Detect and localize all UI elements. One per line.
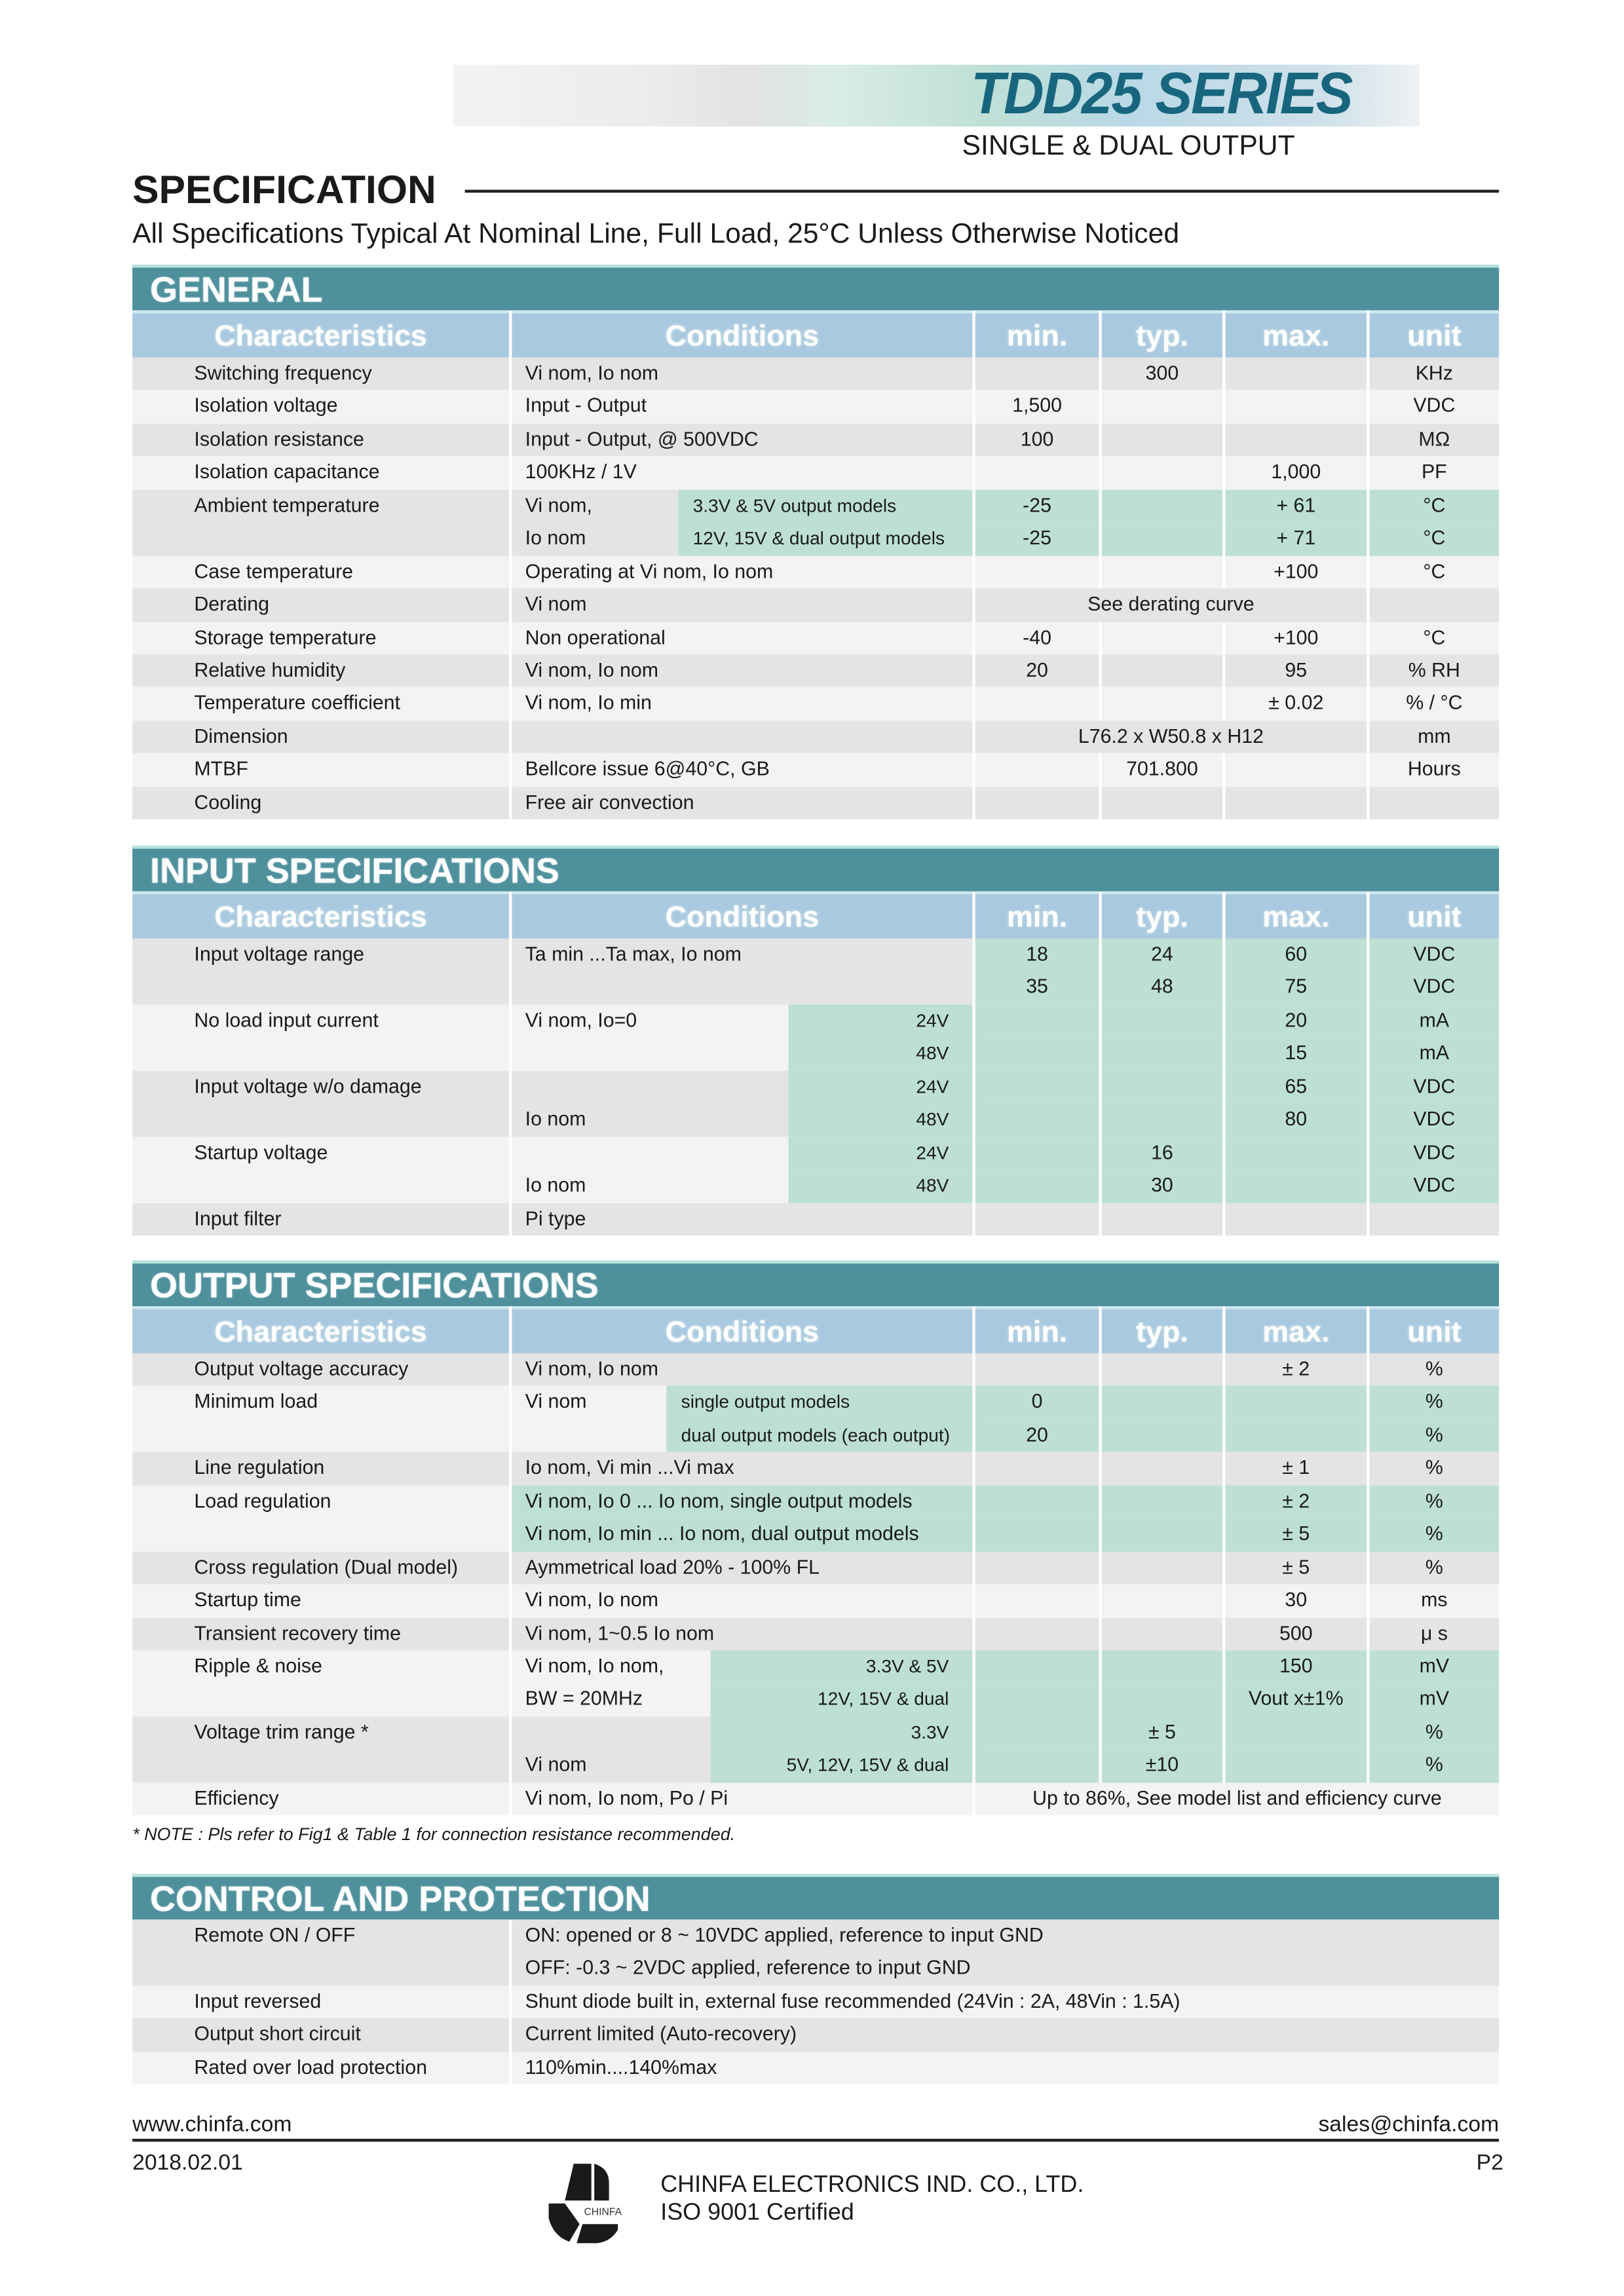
max-cell: 500: [1226, 1617, 1367, 1650]
typ-cell: [1102, 1452, 1222, 1485]
condition-cell: Io nom, Vi min ...Vi max: [512, 1452, 972, 1485]
svg-text:CHINFA: CHINFA: [584, 2206, 622, 2218]
column-header-unit: unit: [1370, 892, 1500, 941]
min-cell: 20: [975, 1420, 1099, 1452]
condition-cell: Vi nom, Io nom, BW = 20MHz: [512, 1650, 972, 1716]
min-cell: [975, 1716, 1099, 1749]
characteristic-cell: Output voltage accuracy: [132, 1353, 509, 1386]
typ-cell: [1102, 555, 1222, 588]
unit-cell: Hours: [1370, 753, 1500, 786]
column-header-typ: typ.: [1102, 1306, 1222, 1356]
characteristic-cell: Voltage trim range *: [132, 1716, 509, 1782]
table-header-row: [132, 892, 1499, 939]
min-cell: [975, 1650, 1099, 1683]
unit-cell: mV: [1370, 1650, 1500, 1683]
characteristic-cell: Transient recovery time: [132, 1617, 509, 1650]
value-note-cell: Up to 86%, See model list and efficiency curve: [975, 1782, 1499, 1815]
sub-condition-cell: 48V: [789, 1104, 973, 1137]
max-cell: ± 1: [1226, 1452, 1367, 1485]
min-cell: -40: [975, 622, 1099, 654]
characteristic-cell: Relative humidity: [132, 654, 509, 687]
condition-cell: Vi nom, Io nom: [512, 489, 972, 555]
unit-cell: % / °C: [1370, 687, 1500, 720]
condition-cell: Pi type: [512, 1203, 972, 1235]
max-cell: 20: [1226, 1004, 1367, 1037]
footer-divider: [132, 2139, 1499, 2141]
min-cell: -25: [975, 523, 1099, 555]
condition-cell: Vi nom, 1~0.5 Io nom: [512, 1617, 972, 1650]
max-cell: [1226, 1420, 1367, 1452]
min-cell: [975, 358, 1099, 390]
unit-cell: mm: [1370, 721, 1500, 753]
min-cell: 1,500: [975, 390, 1099, 423]
min-cell: [975, 1551, 1099, 1584]
characteristic-cell: Startup voltage: [132, 1137, 509, 1203]
max-cell: 65: [1226, 1070, 1367, 1103]
typ-cell: [1102, 622, 1222, 654]
condition-cell: Vi nom, Io nom: [512, 1585, 972, 1617]
condition-cell: Vi nom, Io nom: [512, 654, 972, 687]
series-subtitle: SINGLE & DUAL OUTPUT: [962, 130, 1295, 162]
min-cell: [975, 1070, 1099, 1103]
unit-cell: %: [1370, 1386, 1500, 1419]
characteristic-cell: Minimum load: [132, 1386, 509, 1452]
max-cell: [1226, 1749, 1367, 1782]
column-header-conditions: Conditions: [512, 311, 972, 360]
condition-cell: Vi nom, Io min ... Io nom, dual output models: [512, 1518, 972, 1551]
characteristic-cell: Line regulation: [132, 1452, 509, 1485]
typ-cell: 16: [1102, 1137, 1222, 1169]
min-cell: [975, 1137, 1099, 1169]
typ-cell: [1102, 423, 1222, 456]
min-cell: [975, 753, 1099, 786]
characteristic-cell: Load regulation: [132, 1485, 509, 1551]
min-cell: [975, 1485, 1099, 1518]
column-header-characteristics: Characteristics: [132, 1306, 509, 1356]
characteristic-cell: Cross regulation (Dual model): [132, 1551, 509, 1584]
characteristic-cell: Ripple & noise: [132, 1650, 509, 1716]
typ-cell: [1102, 1551, 1222, 1584]
unit-cell: μ s: [1370, 1617, 1500, 1650]
max-cell: [1226, 1169, 1367, 1202]
min-cell: [975, 457, 1099, 489]
description-cell: 110%min....140%max: [512, 2052, 1499, 2084]
characteristic-cell: Ambient temperature: [132, 489, 509, 555]
section-control: [132, 1874, 1499, 2085]
spec-table: [132, 939, 1499, 1235]
sub-condition-cell: 3.3V & 5V: [711, 1650, 973, 1683]
min-cell: [975, 1585, 1099, 1617]
typ-cell: 701.800: [1102, 753, 1222, 786]
typ-cell: 48: [1102, 971, 1222, 1004]
unit-cell: [1370, 787, 1500, 819]
characteristic-cell: Output short circuit: [132, 2019, 509, 2052]
condition-cell: Io nom: [512, 1070, 972, 1137]
unit-cell: mV: [1370, 1684, 1500, 1716]
typ-cell: [1102, 1684, 1222, 1716]
typ-cell: [1102, 1004, 1222, 1037]
column-header-conditions: Conditions: [512, 1306, 972, 1356]
min-cell: [975, 1038, 1099, 1070]
typ-cell: 30: [1102, 1169, 1222, 1202]
typ-cell: [1102, 1353, 1222, 1386]
min-cell: [975, 1684, 1099, 1716]
min-cell: [975, 1004, 1099, 1037]
condition-cell: Input - Output, @ 500VDC: [512, 423, 972, 456]
condition-cell: Vi nom: [512, 1386, 972, 1452]
sub-condition-cell: 48V: [789, 1169, 973, 1202]
unit-cell: %: [1370, 1420, 1500, 1452]
company-name: CHINFA ELECTRONICS IND. CO., LTD.: [660, 2172, 1084, 2198]
typ-cell: [1102, 390, 1222, 423]
max-cell: ± 2: [1226, 1485, 1367, 1518]
characteristic-cell: Input reversed: [132, 1985, 509, 2018]
characteristic-cell: Isolation voltage: [132, 390, 509, 423]
characteristic-cell: MTBF: [132, 753, 509, 786]
characteristic-cell: Rated over load protection: [132, 2052, 509, 2084]
series-title: TDD25 SERIES: [971, 62, 1352, 127]
characteristic-cell: Isolation resistance: [132, 423, 509, 456]
unit-cell: KHz: [1370, 358, 1500, 390]
typ-cell: 24: [1102, 939, 1222, 971]
unit-cell: ms: [1370, 1585, 1500, 1617]
typ-cell: [1102, 1650, 1222, 1683]
typ-cell: ±10: [1102, 1749, 1222, 1782]
footnote: * NOTE : Pls refer to Fig1 & Table 1 for connection resistance recommended.: [132, 1824, 736, 1845]
description-cell: Shunt diode built in, external fuse recommended (24Vin : 2A, 48Vin : 1.5A): [512, 1985, 1499, 2018]
characteristic-cell: Dimension: [132, 721, 509, 753]
min-cell: 0: [975, 1386, 1099, 1419]
unit-cell: PF: [1370, 457, 1500, 489]
column-header-max: max.: [1226, 892, 1367, 941]
condition-cell: Vi nom, Io nom: [512, 358, 972, 390]
unit-cell: VDC: [1370, 971, 1500, 1004]
max-cell: 75: [1226, 971, 1367, 1004]
typ-cell: [1102, 523, 1222, 555]
unit-cell: %: [1370, 1353, 1500, 1386]
max-cell: 30: [1226, 1585, 1367, 1617]
condition-cell: Vi nom, Io nom: [512, 1353, 972, 1386]
page-number: P2: [1476, 2150, 1503, 2176]
title-divider: [465, 190, 1500, 193]
unit-cell: [1370, 1203, 1500, 1235]
min-cell: [975, 787, 1099, 819]
condition-cell: Vi nom, Io=0: [512, 1004, 972, 1070]
table-header-row: [132, 311, 1499, 358]
condition-cell: Vi nom: [512, 1716, 972, 1782]
section-title: CONTROL AND PROTECTION: [132, 1874, 1499, 1920]
min-cell: [975, 687, 1099, 720]
min-cell: [975, 1169, 1099, 1202]
section-title: OUTPUT SPECIFICATIONS: [132, 1260, 1499, 1306]
characteristic-cell: Storage temperature: [132, 622, 509, 654]
description-cell: ON: opened or 8 ~ 10VDC applied, reference to input GND: [512, 1919, 1499, 1952]
min-cell: [975, 1518, 1099, 1551]
condition-cell: 100KHz / 1V: [512, 457, 972, 489]
unit-cell: %: [1370, 1518, 1500, 1551]
website-link[interactable]: www.chinfa.com: [132, 2112, 292, 2137]
sub-condition-cell: 3.3V: [711, 1716, 973, 1749]
unit-cell: %: [1370, 1485, 1500, 1518]
unit-cell: °C: [1370, 489, 1500, 522]
value-range-cell: See derating curve: [975, 588, 1367, 621]
max-cell: ± 2: [1226, 1353, 1367, 1386]
sub-condition-cell: 12V, 15V & dual output models: [678, 523, 972, 555]
typ-cell: [1102, 1104, 1222, 1137]
min-cell: 18: [975, 939, 1099, 971]
spec-table: [132, 1919, 1499, 2084]
max-cell: 60: [1226, 939, 1367, 971]
unit-cell: %: [1370, 1452, 1500, 1485]
condition-cell: Free air convection: [512, 787, 972, 819]
min-cell: [975, 1617, 1099, 1650]
min-cell: 35: [975, 971, 1099, 1004]
sub-condition-cell: 48V: [789, 1038, 973, 1070]
column-header-max: max.: [1226, 311, 1367, 360]
unit-cell: %: [1370, 1716, 1500, 1749]
max-cell: 15: [1226, 1038, 1367, 1070]
unit-cell: VDC: [1370, 1070, 1500, 1103]
min-cell: [975, 1749, 1099, 1782]
typ-cell: [1102, 1485, 1222, 1518]
condition-cell: Operating at Vi nom, Io nom: [512, 555, 972, 588]
condition-cell: [512, 721, 972, 753]
characteristic-cell: Input voltage range: [132, 939, 509, 1005]
characteristic-cell: Derating: [132, 588, 509, 621]
max-cell: [1226, 1386, 1367, 1419]
min-cell: [975, 1353, 1099, 1386]
sub-condition-cell: 3.3V & 5V output models: [678, 489, 972, 522]
spec-table: [132, 1353, 1499, 1815]
characteristic-cell: Temperature coefficient: [132, 687, 509, 720]
column-header-max: max.: [1226, 1306, 1367, 1356]
sub-condition-cell: 5V, 12V, 15V & dual: [711, 1749, 973, 1782]
max-cell: ± 0.02: [1226, 687, 1367, 720]
condition-cell: Input - Output: [512, 390, 972, 423]
chinfa-logo: [544, 2159, 630, 2244]
characteristic-cell: Switching frequency: [132, 358, 509, 390]
section-general: [132, 265, 1499, 819]
sub-condition-cell: 24V: [789, 1137, 973, 1169]
condition-cell: Vi nom, Io nom, Po / Pi: [512, 1782, 972, 1815]
max-cell: ± 5: [1226, 1518, 1367, 1551]
typ-cell: [1102, 1585, 1222, 1617]
max-cell: [1226, 423, 1367, 456]
characteristic-cell: Case temperature: [132, 555, 509, 588]
typ-cell: [1102, 787, 1222, 819]
column-header-conditions: Conditions: [512, 892, 972, 941]
max-cell: + 71: [1226, 523, 1367, 555]
min-cell: -25: [975, 489, 1099, 522]
unit-cell: VDC: [1370, 1169, 1500, 1202]
table-header-row: [132, 1306, 1499, 1353]
unit-cell: VDC: [1370, 939, 1500, 971]
max-cell: [1226, 390, 1367, 423]
typ-cell: [1102, 1518, 1222, 1551]
description-cell: OFF: -0.3 ~ 2VDC applied, reference to input GND: [512, 1953, 1499, 1985]
column-header-unit: unit: [1370, 311, 1500, 360]
max-cell: 95: [1226, 654, 1367, 687]
typ-cell: [1102, 1420, 1222, 1452]
characteristic-cell: Efficiency: [132, 1782, 509, 1815]
section-output: [132, 1260, 1499, 1815]
unit-cell: mA: [1370, 1038, 1500, 1070]
unit-cell: °C: [1370, 523, 1500, 555]
typ-cell: [1102, 489, 1222, 522]
max-cell: [1226, 787, 1367, 819]
spec-table: [132, 358, 1499, 819]
certification: ISO 9001 Certified: [660, 2200, 854, 2226]
unit-cell: %: [1370, 1749, 1500, 1782]
unit-cell: °C: [1370, 555, 1500, 588]
column-header-characteristics: Characteristics: [132, 892, 509, 941]
sub-condition-cell: 24V: [789, 1004, 973, 1037]
unit-cell: VDC: [1370, 1137, 1500, 1169]
max-cell: 150: [1226, 1650, 1367, 1683]
unit-cell: % RH: [1370, 654, 1500, 687]
page-description: All Specifications Typical At Nominal Line, Full Load, 25°C Unless Otherwise Noticed: [132, 219, 1180, 250]
condition-cell: Ta min ...Ta max, Io nom: [512, 939, 972, 1005]
section-title: INPUT SPECIFICATIONS: [132, 846, 1499, 892]
unit-cell: MΩ: [1370, 423, 1500, 456]
value-range-cell: L76.2 x W50.8 x H12: [975, 721, 1367, 753]
max-cell: Vout x±1%: [1226, 1684, 1367, 1716]
sub-condition-cell: single output models: [666, 1386, 972, 1419]
condition-cell: Vi nom, Io min: [512, 687, 972, 720]
max-cell: 1,000: [1226, 457, 1367, 489]
characteristic-cell: Startup time: [132, 1585, 509, 1617]
column-header-min: min.: [975, 1306, 1099, 1356]
max-cell: [1226, 1137, 1367, 1169]
max-cell: + 61: [1226, 489, 1367, 522]
typ-cell: [1102, 687, 1222, 720]
column-header-min: min.: [975, 311, 1099, 360]
max-cell: [1226, 358, 1367, 390]
max-cell: [1226, 753, 1367, 786]
characteristic-cell: No load input current: [132, 1004, 509, 1070]
min-cell: [975, 1203, 1099, 1235]
condition-cell: Bellcore issue 6@40°C, GB: [512, 753, 972, 786]
characteristic-cell: Isolation capacitance: [132, 457, 509, 489]
condition-cell: Vi nom: [512, 588, 972, 621]
condition-cell: Vi nom, Io 0 ... Io nom, single output models: [512, 1485, 972, 1518]
page-title: SPECIFICATION: [132, 167, 436, 212]
characteristic-cell: Cooling: [132, 787, 509, 819]
column-header-typ: typ.: [1102, 892, 1222, 941]
max-cell: [1226, 1716, 1367, 1749]
max-cell: [1226, 1203, 1367, 1235]
column-header-unit: unit: [1370, 1306, 1500, 1356]
sub-condition-cell: 24V: [789, 1070, 973, 1103]
characteristic-cell: Input filter: [132, 1203, 509, 1235]
min-cell: [975, 1452, 1099, 1485]
typ-cell: [1102, 654, 1222, 687]
condition-cell: Io nom: [512, 1137, 972, 1203]
characteristic-cell: Input voltage w/o damage: [132, 1070, 509, 1137]
column-header-characteristics: Characteristics: [132, 311, 509, 360]
typ-cell: [1102, 1617, 1222, 1650]
condition-cell: Aymmetrical load 20% - 100% FL: [512, 1551, 972, 1584]
unit-cell: %: [1370, 1551, 1500, 1584]
section-input: [132, 846, 1499, 1235]
min-cell: 20: [975, 654, 1099, 687]
unit-cell: °C: [1370, 622, 1500, 654]
section-title: GENERAL: [132, 265, 1499, 311]
min-cell: 100: [975, 423, 1099, 456]
column-header-typ: typ.: [1102, 311, 1222, 360]
sub-condition-cell: dual output models (each output): [666, 1420, 972, 1452]
min-cell: [975, 1104, 1099, 1137]
typ-cell: 300: [1102, 358, 1222, 390]
column-header-min: min.: [975, 892, 1099, 941]
unit-cell: mA: [1370, 1004, 1500, 1037]
characteristic-cell: Remote ON / OFF: [132, 1919, 509, 1985]
typ-cell: [1102, 1203, 1222, 1235]
email-link[interactable]: sales@chinfa.com: [1318, 2112, 1500, 2137]
condition-cell: Non operational: [512, 622, 972, 654]
typ-cell: [1102, 1070, 1222, 1103]
max-cell: +100: [1226, 622, 1367, 654]
max-cell: 80: [1226, 1104, 1367, 1137]
typ-cell: ± 5: [1102, 1716, 1222, 1749]
description-cell: Current limited (Auto-recovery): [512, 2019, 1499, 2052]
unit-cell: VDC: [1370, 390, 1500, 423]
typ-cell: [1102, 457, 1222, 489]
typ-cell: [1102, 1038, 1222, 1070]
date: 2018.02.01: [132, 2150, 243, 2176]
min-cell: [975, 555, 1099, 588]
max-cell: ± 5: [1226, 1551, 1367, 1584]
unit-cell: VDC: [1370, 1104, 1500, 1137]
typ-cell: [1102, 1386, 1222, 1419]
max-cell: +100: [1226, 555, 1367, 588]
sub-condition-cell: 12V, 15V & dual: [711, 1684, 973, 1716]
unit-cell: [1370, 588, 1500, 621]
